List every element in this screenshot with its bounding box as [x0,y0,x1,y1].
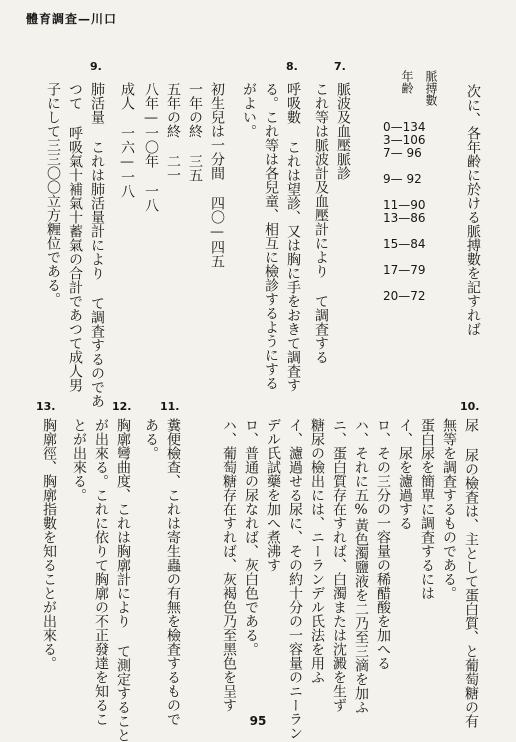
section-10-line: ニ、蛋白質存在すれば、白濁または沈澱を生ず [331,418,347,712]
running-header: 體育調査—川口 [26,12,118,26]
section-10-line: 糖尿の檢出には、ニーランデル氏法を用ふ [309,418,325,684]
intro-line: 次に、各年齢に於ける脈搏數を記すれば [465,84,481,336]
pulse-row: 0—134 [383,120,426,134]
section-12-line: が出來る。これに依りて胸廓の不正發達を知るこ [93,418,109,726]
section-12-line: 胸廓彎曲度、これは胸廓計により て測定すること [115,418,131,742]
pulse-row: 9— 92 [383,172,422,186]
section-10-line: イ、濾過せる尿に、その約十分の一容量のニーラン [287,418,303,740]
section-12-line: とが出來る。 [71,418,87,502]
section-10-line: 尿 尿の檢査は、主として蛋白質、と葡萄糖の有 [463,418,479,728]
section-9-line: 子にして三三〇〇立方糎位である。 [45,82,61,306]
section-11-line: 糞便檢查、これは寄生蟲の有無を檢査するもので [165,418,181,726]
section-10-line: ロ、普通の尿なれば、灰白色である。 [243,418,259,656]
pulse-row: 3—106 [383,133,426,147]
section-7-text: これ等は脈波計及血壓計により て調査する [313,82,329,364]
section-7-title: 脈波及血壓脈診 [335,82,351,180]
section-13-line: 胸廓徑、胸廓指數を知ることが出來る。 [41,418,57,670]
pulse-row: 20—72 [383,289,426,303]
section-10-line: イ、尿を濾過する [397,418,413,530]
section-9-line: つて 呼吸氣十補氣十蓄氣の合計であつて成人男 [67,82,83,392]
section-10-line: デル氏試藥を加へ煮沸す [265,418,281,572]
page-number: 95 [249,714,267,728]
table-row: 一年の終 三五 [187,82,203,182]
section-9-line: 肺活量 これは肺活量計により て調査するのであ [89,82,105,408]
table-row: 成人 一六—一八 [119,82,135,198]
section-number: 13. [36,400,56,413]
table-head-pulse: 脈搏數 [424,70,438,106]
pulse-row: 17—79 [383,263,426,277]
section-10-line: ハ、葡萄糖存在すれば、灰褐色乃至黑色を呈す [221,418,237,712]
section-number: 11. [160,400,180,413]
pulse-row: 13—86 [383,211,426,225]
pulse-row: 7— 96 [383,146,422,160]
pulse-row: 15—84 [383,237,426,251]
section-10-line: 蛋白尿を簡單に調査するには [419,418,435,600]
table-row: 初生兒は一分間 四〇—四五 [209,82,225,268]
section-number: 9. [90,60,102,73]
section-11-line: ある。 [143,418,159,460]
section-number: 10. [460,400,480,413]
section-10-line: ハ、それに五%黃色濁鹽液を二乃至三滴を加ふ [353,418,369,714]
table-row: 八年—一〇年 一八 [143,82,159,212]
section-8-line: る。これ等は各兒童、相互に檢診するようにする [263,82,279,390]
table-row: 五年の終 二一 [165,82,181,182]
section-number: 8. [286,60,298,73]
section-8-line: 呼吸數 これは望診、又は胸に手をおきて調査す [285,82,301,392]
pulse-row: 11—90 [383,198,426,212]
table-head-age: 年齢 [400,70,414,94]
section-10-line: 無等を調査するものである。 [441,418,457,600]
section-8-line: がよい。 [241,82,257,138]
section-10-line: ロ、その三分の一容量の稀醋酸を加へる [375,418,391,670]
section-number: 7. [334,60,346,73]
section-number: 12. [112,400,132,413]
